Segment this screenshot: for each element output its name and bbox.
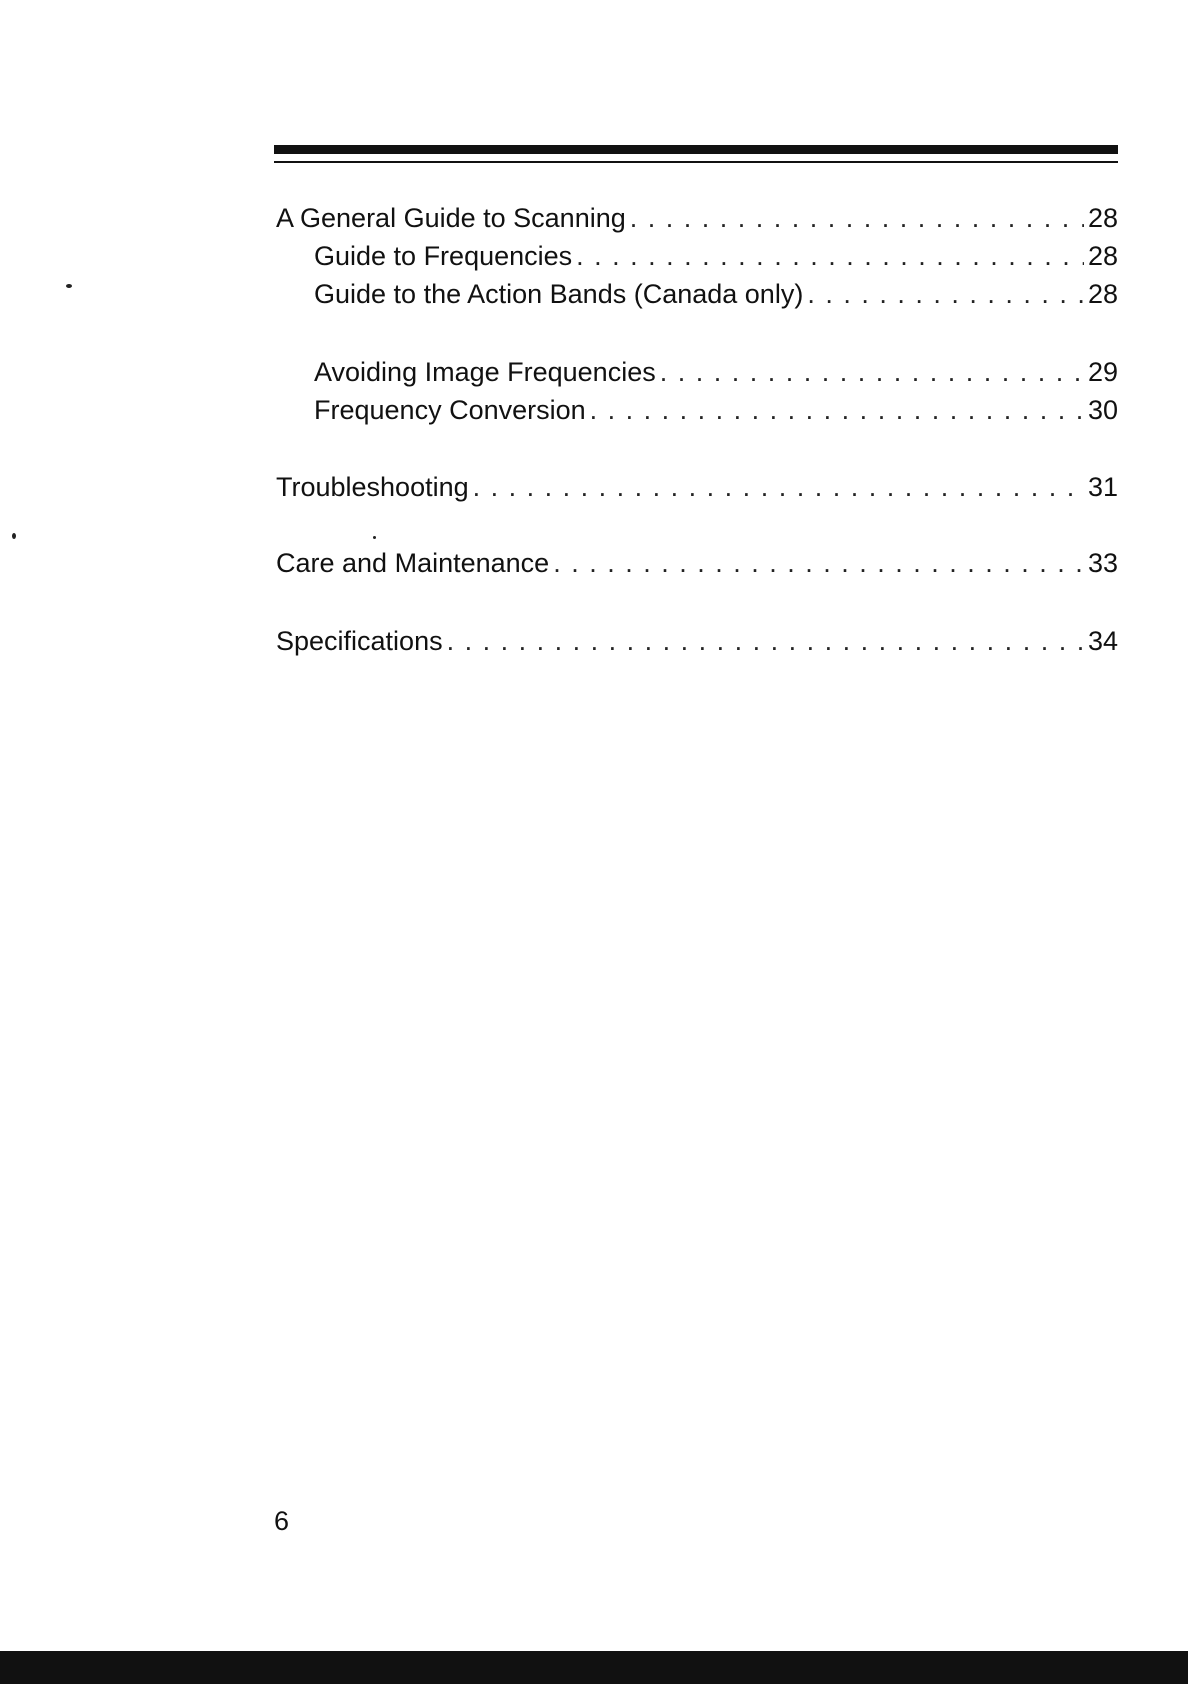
toc-dot-leader bbox=[807, 276, 1084, 312]
toc-entry-title: Frequency Conversion bbox=[314, 395, 586, 425]
toc-entry bbox=[276, 623, 1118, 659]
toc-entry-title: Guide to the Action Bands (Canada only) bbox=[314, 279, 804, 309]
toc-entry-title: Troubleshooting bbox=[276, 472, 469, 502]
toc-entry-title: Guide to Frequencies bbox=[314, 241, 573, 271]
toc-entry bbox=[314, 238, 1118, 274]
toc-dot-leader bbox=[590, 392, 1084, 428]
bottom-scan-edge bbox=[0, 1651, 1188, 1684]
header-rule-thick bbox=[274, 145, 1118, 154]
toc-entry bbox=[276, 200, 1118, 236]
toc-dot-leader bbox=[447, 623, 1084, 659]
toc-entry-title: A General Guide to Scanning bbox=[276, 203, 626, 233]
toc-entry-page: 34 bbox=[1087, 626, 1118, 656]
toc-entry-page: 30 bbox=[1087, 395, 1118, 425]
toc-entry-page: 28 bbox=[1087, 279, 1118, 309]
toc-entry-title: Specifications bbox=[276, 626, 443, 656]
toc-entry-page: 28 bbox=[1087, 241, 1118, 271]
scan-speck bbox=[373, 536, 376, 539]
page-number: 6 bbox=[274, 1506, 290, 1536]
toc-entry bbox=[314, 354, 1118, 390]
toc-entry-title: Avoiding Image Frequencies bbox=[314, 357, 656, 387]
scan-speck bbox=[66, 284, 72, 288]
toc-entry bbox=[276, 469, 1118, 505]
toc-entry bbox=[314, 392, 1118, 428]
header-rule-thin bbox=[274, 161, 1118, 163]
toc-dot-leader bbox=[553, 545, 1084, 581]
toc-entry-page: 31 bbox=[1087, 472, 1118, 502]
toc-entry-title: Care and Maintenance bbox=[276, 548, 550, 578]
toc-entry-page: 28 bbox=[1087, 203, 1118, 233]
toc-entry-page: 29 bbox=[1087, 357, 1118, 387]
toc-dot-leader bbox=[630, 200, 1084, 236]
toc-dot-leader bbox=[473, 469, 1084, 505]
toc-dot-leader bbox=[576, 238, 1084, 274]
scan-speck bbox=[12, 533, 16, 539]
toc-entry bbox=[314, 276, 1118, 312]
toc-entry-page: 33 bbox=[1087, 548, 1118, 578]
toc-dot-leader bbox=[660, 354, 1084, 390]
toc-entry bbox=[276, 545, 1118, 581]
